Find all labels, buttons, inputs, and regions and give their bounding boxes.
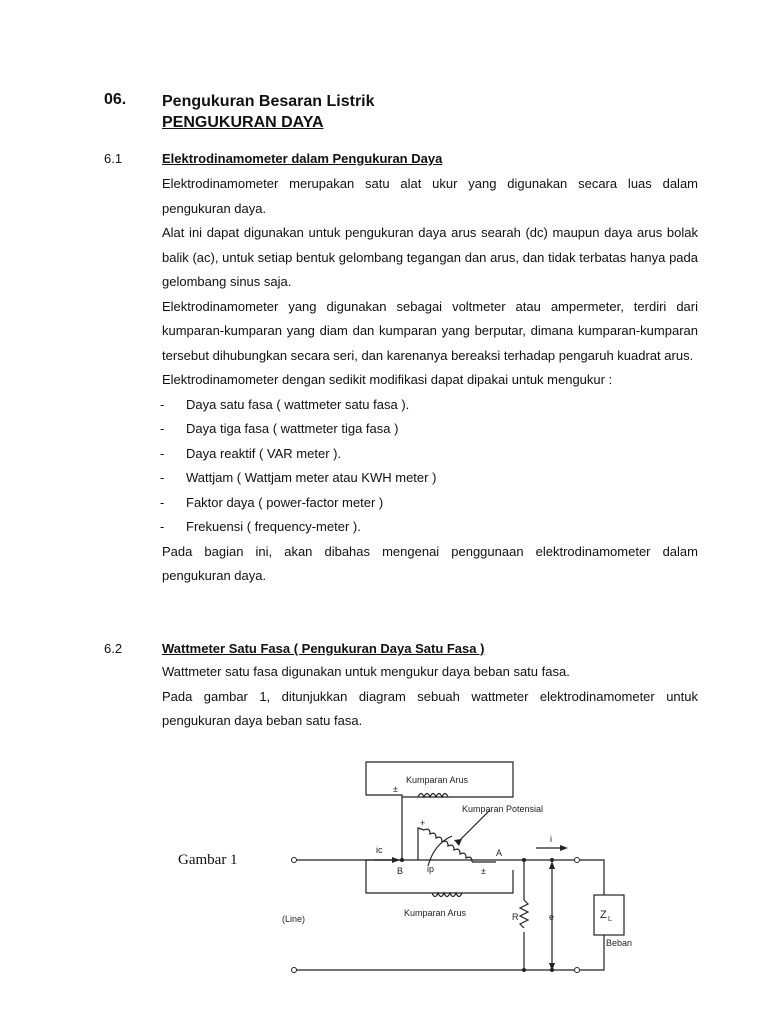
chapter-subtitle: PENGUKURAN DAYA [162, 114, 324, 131]
section-2-number: 6.2 [104, 641, 123, 656]
terminal [292, 968, 297, 973]
label-coil-bottom: Kumparan Arus [404, 908, 467, 918]
arrowhead [549, 861, 555, 869]
arrowhead [392, 857, 400, 863]
chapter-number: 06. [104, 91, 127, 108]
section-1-number: 6.1 [104, 151, 123, 166]
paragraph: Alat ini dapat digunakan untuk pengukuran daya arus searah (dc) maupun daya arus bolak balik (ac), untuk setiap bentuk gelombang tegangan dan arus, dan tidak terbatas hanya pada gelombang sinus saja. [162, 225, 698, 289]
label-load: Z [600, 909, 607, 921]
terminal [292, 858, 297, 863]
label-potential-coil: Kumparan Potensial [462, 804, 544, 814]
paragraph: Pada bagian ini, akan dibahas mengenai penggunaan elektrodinamometer dalam pengukuran daya. [162, 543, 698, 583]
label-plus-pot: + [420, 818, 426, 828]
label-ic: ic [376, 845, 383, 855]
list-marker: - [160, 470, 165, 485]
node-dot [550, 858, 554, 862]
terminal [575, 968, 580, 973]
list-item: - Faktor daya ( power-factor meter ) [162, 491, 698, 516]
paragraph: Elektrodinamometer dengan sedikit modifikasi dapat dipakai untuk mengukur : [162, 372, 613, 387]
circuit-wire [580, 860, 604, 895]
arrowhead [454, 839, 462, 846]
node-dot [400, 858, 404, 862]
ip-arc [428, 836, 452, 866]
list-item: - Daya reaktif ( VAR meter ). [162, 442, 698, 467]
list-marker: - [160, 519, 165, 534]
figure-caption: Gambar 1 [178, 852, 238, 868]
label-resistor: R [512, 912, 519, 922]
paragraph: Elektrodinamometer yang digunakan sebagai voltmeter atau ampermeter, terdiri dari kumparan-kumparan yang diam dan kumparan yang berputar, dimana kumparan-kumparan tersebut dihubungkan secara seri, dan karenanya bereaksi terhadap pengaruh kuadrat arus. [162, 298, 698, 363]
load-impedance-box [594, 895, 624, 935]
label-node-a: A [496, 848, 503, 858]
label-line: (Line) [282, 914, 306, 924]
list-item: - Daya satu fasa ( wattmeter satu fasa ). [162, 393, 698, 418]
label-plus-top: ± [393, 784, 398, 794]
node-dot [522, 968, 526, 972]
chapter-title: Pengukuran Besaran Listrik [162, 93, 375, 110]
label-coil-top: Kumparan Arus [406, 775, 469, 785]
circuit-wire [366, 860, 513, 893]
terminal [575, 858, 580, 863]
node-dot [550, 968, 554, 972]
node-dot [522, 858, 526, 862]
label-current-i: i [550, 834, 552, 844]
list-item: - Wattjam ( Wattjam meter atau KWH meter ) [162, 466, 698, 491]
paragraph: Pada gambar 1, ditunjukkan diagram sebuah wattmeter elektrodinamometer untuk pengukuran daya beban satu fasa. [162, 688, 698, 728]
label-load-name: Beban [606, 938, 633, 948]
list-item: - Frekuensi ( frequency-meter ). [162, 515, 698, 540]
list-marker: - [160, 445, 165, 461]
paragraph: Elektrodinamometer merupakan satu alat ukur yang digunakan secara luas dalam pengukuran daya. [162, 176, 698, 216]
circuit-wire [580, 935, 604, 970]
list-marker: - [160, 421, 165, 436]
resistor-r [520, 900, 528, 928]
section-1-title: Elektrodinamometer dalam Pengukuran Daya [162, 151, 443, 166]
pointer-line [458, 810, 490, 842]
label-ip: ip [427, 864, 435, 874]
label-voltage: e [549, 912, 555, 922]
label-load-sub: L [608, 916, 612, 923]
paragraph: Wattmeter satu fasa digunakan untuk mengukur daya beban satu fasa. [162, 664, 570, 679]
list-marker: - [160, 494, 165, 510]
arrowhead [560, 845, 568, 851]
label-plus-a: ± [481, 866, 486, 876]
list-item: - Daya tiga fasa ( wattmeter tiga fasa ) [162, 417, 698, 442]
circuit-wire [418, 828, 424, 860]
list-marker: - [160, 396, 165, 412]
label-node-b: B [397, 866, 404, 876]
section-2-title: Wattmeter Satu Fasa ( Pengukuran Daya Satu Fasa ) [162, 641, 485, 656]
